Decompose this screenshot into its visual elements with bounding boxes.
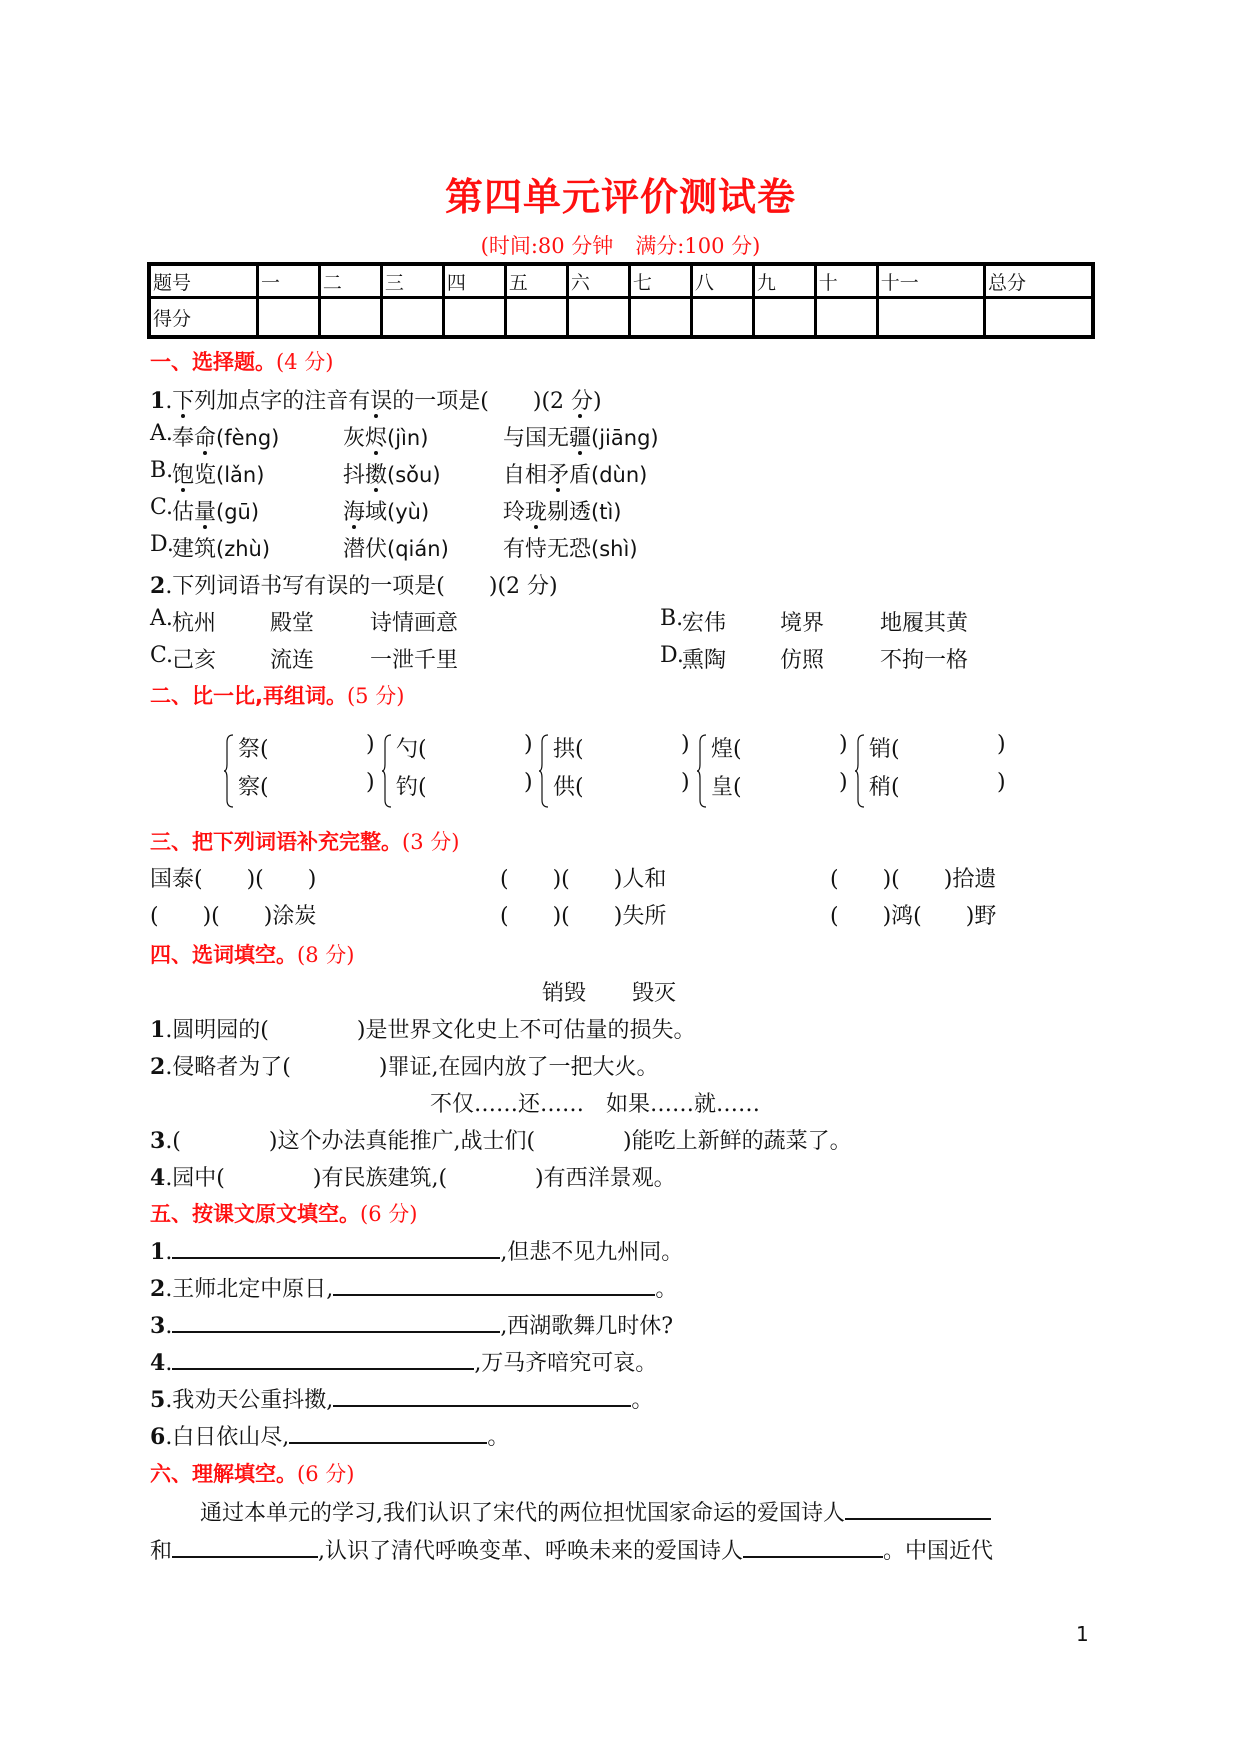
- compare-pair: [855, 732, 1005, 810]
- compare-pair: [697, 732, 847, 810]
- score-table-col: 四: [443, 264, 505, 298]
- question-number: 3: [150, 1313, 166, 1339]
- question-1-2: [150, 569, 558, 600]
- paragraph-text: 通过本单元的学习,我们认识了宋代的两位担忧国家命运的爱国诗人: [200, 1501, 845, 1526]
- page-number: 1: [1076, 1622, 1089, 1646]
- question-text: .圆明园的( )是世界文化史上不可估量的损失。: [165, 1018, 696, 1043]
- left-brace-icon: [382, 734, 392, 808]
- word-part: 自相矛: [503, 463, 570, 488]
- close-paren: ): [366, 732, 375, 757]
- pinyin: (fèng): [216, 426, 280, 450]
- score-table-col: 十一: [877, 264, 984, 298]
- idiom-item[interactable]: ( )( )人和: [500, 867, 667, 892]
- emphasized-character: 奉: [172, 421, 194, 452]
- question-number: 4: [150, 1165, 166, 1191]
- pinyin: (qián): [387, 537, 449, 561]
- option-word: [343, 495, 429, 526]
- close-paren: ): [681, 770, 690, 795]
- emphasized-character: 剔: [547, 495, 569, 526]
- word-part: 量: [194, 500, 217, 525]
- option-word: 诗情画意: [370, 611, 459, 636]
- option-word: 杭州: [172, 611, 217, 636]
- emphasized-character: 估: [172, 495, 194, 526]
- word-part: 饱: [172, 463, 195, 488]
- time-limit: (时间:80 分钟: [480, 234, 614, 258]
- compare-pair: [539, 732, 689, 810]
- score-cell[interactable]: [567, 298, 629, 338]
- recite-suffix: 。: [631, 1388, 654, 1413]
- recite-suffix: ,但悲不见九州同。: [500, 1240, 684, 1265]
- question-4-1: [150, 1013, 695, 1044]
- pinyin: (jìn): [387, 426, 429, 450]
- section-points: (4 分): [276, 350, 334, 374]
- recite-suffix: 。: [655, 1277, 678, 1302]
- close-paren: ): [681, 732, 690, 757]
- word-part: 灰: [343, 426, 366, 451]
- word-part: 伏: [365, 537, 388, 562]
- question-number: 1: [150, 1239, 166, 1265]
- section-1-heading: [150, 346, 333, 376]
- score-table-col: 九: [753, 264, 815, 298]
- option-label[interactable]: C.: [150, 643, 174, 668]
- section-6-heading: [150, 1458, 354, 1488]
- score-cell[interactable]: [815, 298, 877, 338]
- word-part: 命: [194, 426, 217, 451]
- idiom-item[interactable]: ( )( )涂炭: [150, 904, 317, 929]
- score-table-col: 五: [505, 264, 567, 298]
- score-table-col: 一: [257, 264, 319, 298]
- pinyin: (zhù): [216, 537, 271, 561]
- idiom-item[interactable]: ( )( )拾遗: [830, 867, 997, 892]
- left-brace-icon: [539, 734, 549, 808]
- word-part: 玲珑: [503, 500, 548, 525]
- option-word: 地履其黄: [880, 611, 969, 636]
- pair-top-char[interactable]: 煌(: [711, 737, 742, 762]
- emphasized-character: 疆: [569, 421, 591, 452]
- pair-bottom-char[interactable]: 察(: [238, 775, 269, 800]
- paragraph-text: 。中国近代: [883, 1539, 994, 1564]
- recite-prefix: .王师北定中原日,: [165, 1277, 334, 1302]
- exam-subtitle: [0, 230, 1241, 260]
- score-table-header-label: 题号: [149, 264, 257, 298]
- recite-item-3: [150, 1309, 673, 1340]
- recite-suffix: ,万马齐喑究可哀。: [474, 1351, 658, 1376]
- option-word: 宏伟: [682, 611, 727, 636]
- score-table-col: 七: [629, 264, 691, 298]
- score-cell[interactable]: [753, 298, 815, 338]
- score-cell[interactable]: [691, 298, 753, 338]
- section-points: (3 分): [402, 830, 460, 854]
- emphasized-character: 筑: [194, 532, 216, 563]
- word-bank-item: 毁灭: [632, 981, 677, 1006]
- question-number: 1: [150, 1017, 166, 1043]
- emphasized-character: 恃: [525, 532, 547, 563]
- close-paren: ): [997, 770, 1006, 795]
- option-word: 流连: [270, 648, 315, 673]
- close-paren: ): [839, 732, 848, 757]
- pinyin: (shì): [591, 537, 638, 561]
- paragraph-text: 和: [150, 1539, 173, 1564]
- section-points: (6 分): [297, 1462, 355, 1486]
- question-4-2: [150, 1050, 658, 1081]
- score-table-col: 十: [815, 264, 877, 298]
- paragraph-text: ,认识了清代呼唤变革、呼唤未来的爱国诗人: [318, 1539, 744, 1564]
- question-text: .下列词语书写有误的一项是( )(2 分): [165, 574, 558, 599]
- score-cell[interactable]: [443, 298, 505, 338]
- question-number: 5: [150, 1387, 166, 1413]
- recite-suffix: 。: [487, 1425, 510, 1450]
- question-text: .下列加点字的注音有误的一项是( )(2 分): [165, 389, 602, 414]
- section-heading-text: 六、理解填空。: [150, 1462, 297, 1486]
- question-number: 2: [150, 1054, 166, 1080]
- pair-bottom-char[interactable]: 稍(: [869, 775, 900, 800]
- option-label[interactable]: C.: [150, 495, 174, 520]
- pair-top-char[interactable]: 勺(: [396, 737, 427, 762]
- compare-pair: [382, 732, 532, 810]
- idiom-item[interactable]: 国泰( )( ): [150, 867, 317, 892]
- recite-suffix: ,西湖歌舞几时休?: [500, 1314, 674, 1339]
- section-5-heading: [150, 1198, 417, 1228]
- score-table-col: 二: [319, 264, 381, 298]
- option-label[interactable]: D.: [660, 643, 684, 668]
- option-label[interactable]: A.: [150, 606, 173, 631]
- idiom-item[interactable]: ( )鸿( )野: [830, 904, 997, 929]
- option-label[interactable]: B.: [660, 606, 684, 631]
- full-score: 满分:100 分): [635, 234, 761, 258]
- pinyin: (sǒu): [387, 463, 441, 487]
- question-text: .( )这个办法真能推广,战士们( )能吃上新鲜的蔬菜了。: [165, 1129, 852, 1154]
- option-word: 己亥: [172, 648, 217, 673]
- section-heading-text: 四、选词填空。: [150, 943, 297, 967]
- question-number: 4: [150, 1350, 166, 1376]
- section-points: (8 分): [297, 943, 355, 967]
- option-word: [172, 421, 279, 452]
- score-cell[interactable]: [985, 298, 1093, 338]
- answer-blank[interactable]: [333, 1385, 631, 1407]
- word-part: 有: [503, 537, 526, 562]
- answer-blank[interactable]: [333, 1274, 655, 1296]
- pinyin: (yù): [387, 500, 430, 524]
- score-table-col: 三: [381, 264, 443, 298]
- option-word: [503, 458, 647, 489]
- answer-blank[interactable]: [743, 1536, 883, 1558]
- emphasized-character: 览: [194, 458, 216, 489]
- question-number: 2: [150, 1276, 166, 1302]
- score-cell[interactable]: [877, 298, 984, 338]
- option-word: 一泄千里: [370, 648, 459, 673]
- option-label[interactable]: A.: [150, 421, 173, 446]
- section-heading-text: 三、把下列词语补充完整。: [150, 830, 402, 854]
- score-table: [147, 262, 1095, 339]
- idiom-item[interactable]: ( )( )失所: [500, 904, 667, 929]
- word-bank-1: [542, 976, 676, 1007]
- close-paren: ): [366, 770, 375, 795]
- recite-prefix: .: [165, 1351, 173, 1376]
- word-bank-item: 销毁: [542, 981, 587, 1006]
- question-text: .园中( )有民族建筑,( )有西洋景观。: [165, 1166, 676, 1191]
- section-points: (6 分): [360, 1202, 418, 1226]
- option-word: 不拘一格: [880, 648, 969, 673]
- answer-blank[interactable]: [172, 1348, 474, 1370]
- recite-item-2: [150, 1272, 677, 1303]
- recite-prefix: .我劝天公重抖擞,: [165, 1388, 334, 1413]
- score-table-col: 六: [567, 264, 629, 298]
- paragraph-line-1: [200, 1496, 991, 1527]
- score-table-score-row: [149, 298, 1093, 338]
- emphasized-character: 域: [365, 495, 387, 526]
- exam-title: 第四单元评价测试卷: [444, 174, 796, 219]
- score-cell[interactable]: [505, 298, 567, 338]
- question-4-3: [150, 1124, 852, 1155]
- close-paren: ): [524, 732, 533, 757]
- word-bank-item: 如果……就……: [606, 1092, 761, 1117]
- pair-top-char[interactable]: 销(: [869, 737, 900, 762]
- word-bank-item: 不仅……还……: [430, 1092, 585, 1117]
- option-word: 殿堂: [270, 611, 315, 636]
- paragraph-line-2: [150, 1534, 993, 1565]
- word-bank-2: [430, 1087, 760, 1118]
- option-label[interactable]: D.: [150, 532, 174, 557]
- question-text: .侵略者为了( )罪证,在园内放了一把大火。: [165, 1055, 659, 1080]
- option-word: 熏陶: [682, 648, 727, 673]
- pinyin: (jiāng): [591, 426, 659, 450]
- pair-top-char[interactable]: 祭(: [238, 737, 269, 762]
- pair-top-char[interactable]: 拱(: [553, 737, 584, 762]
- score-table-col: 总分: [985, 264, 1093, 298]
- recite-prefix: .白日依山尽,: [165, 1425, 290, 1450]
- pinyin: (tì): [591, 500, 622, 524]
- close-paren: ): [839, 770, 848, 795]
- word-part: 海: [343, 500, 366, 525]
- option-word: [343, 421, 428, 452]
- close-paren: ): [524, 770, 533, 795]
- option-word: [172, 532, 270, 563]
- question-number: 2: [150, 573, 166, 599]
- question-number: 1: [150, 388, 166, 414]
- pinyin: (lǎn): [216, 463, 265, 487]
- score-cell[interactable]: [319, 298, 381, 338]
- compare-pair: [224, 732, 374, 810]
- score-table-score-label: 得分: [149, 298, 257, 338]
- score-table-col: 八: [691, 264, 753, 298]
- question-number: 6: [150, 1424, 166, 1450]
- emphasized-character: 擞: [365, 458, 387, 489]
- word-part: 透: [569, 500, 592, 525]
- score-cell[interactable]: [629, 298, 691, 338]
- section-heading-text: 二、比一比,再组词。: [150, 684, 347, 708]
- score-cell[interactable]: [257, 298, 319, 338]
- left-brace-icon: [855, 734, 865, 808]
- recite-item-4: [150, 1346, 657, 1377]
- answer-blank[interactable]: [172, 1536, 318, 1558]
- emphasized-character: 烬: [365, 421, 387, 452]
- option-word: [343, 458, 441, 489]
- pair-bottom-char[interactable]: 皇(: [711, 775, 742, 800]
- option-word: [503, 495, 622, 526]
- option-word: [503, 532, 638, 563]
- option-word: [503, 421, 659, 452]
- section-3-heading: [150, 826, 459, 856]
- left-brace-icon: [697, 734, 707, 808]
- option-word: 境界: [780, 611, 825, 636]
- question-1-1: [150, 384, 602, 415]
- recite-prefix: .: [165, 1240, 173, 1265]
- close-paren: ): [997, 732, 1006, 757]
- answer-blank[interactable]: [289, 1422, 487, 1444]
- word-part: 建: [172, 537, 195, 562]
- left-brace-icon: [224, 734, 234, 808]
- pair-bottom-char[interactable]: 供(: [553, 775, 584, 800]
- option-word: 仿照: [780, 648, 825, 673]
- recite-item-6: [150, 1420, 509, 1451]
- section-points: (5 分): [346, 684, 405, 708]
- pinyin: (gū): [216, 500, 260, 524]
- section-2-heading: [150, 680, 404, 710]
- section-heading-text: 五、按课文原文填空。: [150, 1202, 360, 1226]
- pair-bottom-char[interactable]: 钓(: [396, 775, 427, 800]
- word-part: 与国无: [503, 426, 570, 451]
- word-part: 无恐: [547, 537, 592, 562]
- answer-blank[interactable]: [845, 1498, 991, 1520]
- pinyin: (dùn): [591, 463, 648, 487]
- option-label[interactable]: B.: [150, 458, 174, 483]
- answer-blank[interactable]: [172, 1311, 500, 1333]
- score-table-header-row: [149, 264, 1093, 298]
- score-cell[interactable]: [381, 298, 443, 338]
- emphasized-character: 盾: [569, 458, 591, 489]
- emphasized-character: 潜: [343, 532, 365, 563]
- section-4-heading: [150, 939, 354, 969]
- question-number: 3: [150, 1128, 166, 1154]
- option-word: [343, 532, 449, 563]
- option-word: [172, 495, 259, 526]
- question-4-4: [150, 1161, 676, 1192]
- answer-blank[interactable]: [172, 1237, 500, 1259]
- recite-item-1: [150, 1235, 683, 1266]
- word-part: 抖: [343, 463, 366, 488]
- section-heading-text: 一、选择题。: [150, 350, 276, 374]
- recite-prefix: .: [165, 1314, 173, 1339]
- option-word: [172, 458, 264, 489]
- recite-item-5: [150, 1383, 653, 1414]
